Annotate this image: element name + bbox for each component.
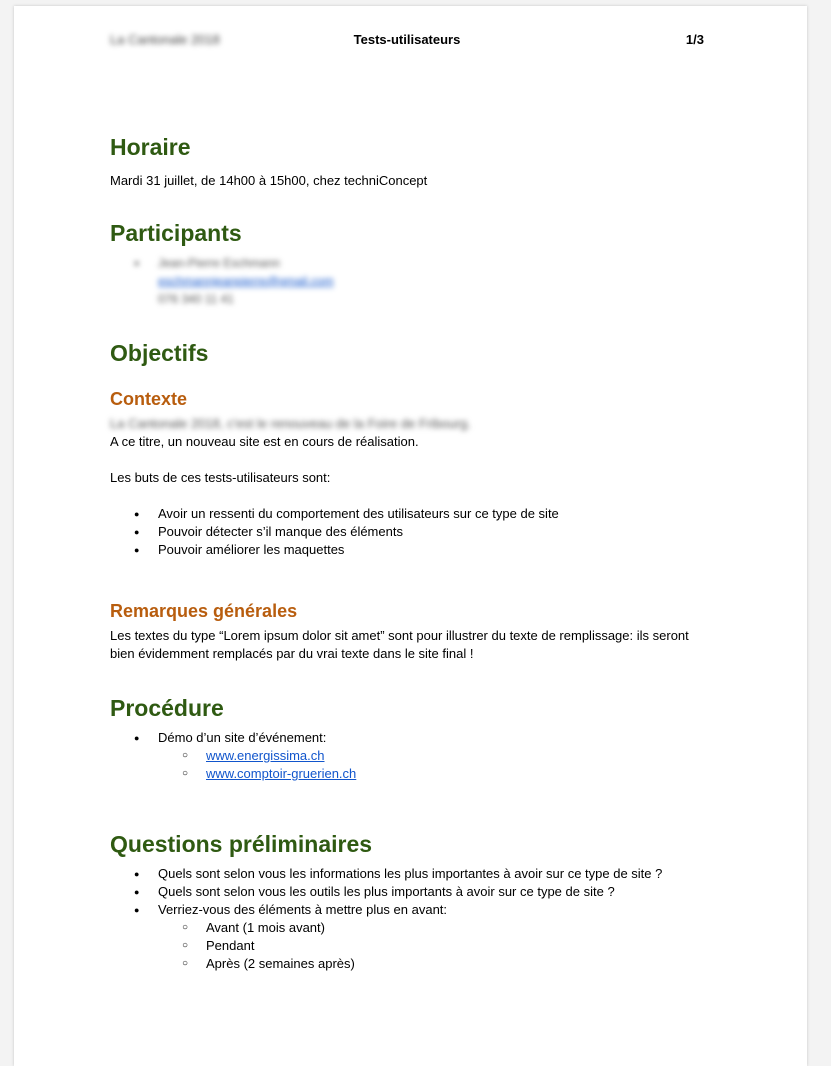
link-comptoir-gruerien[interactable]: www.comptoir-gruerien.ch — [206, 766, 357, 781]
list-item: ○ Après (2 semaines après) — [110, 955, 710, 973]
participant-bullet: ● — [134, 258, 140, 268]
document-page — [14, 6, 807, 1066]
procedure-item: Démo d’un site d’événement: — [158, 730, 327, 745]
heading-questions: Questions préliminaires — [110, 831, 373, 857]
remarques-text: Les textes du type “Lorem ipsum dolor sit amet” sont pour illustrer du texte de remplissage: ils seront bien évidemment remplacés par du vrai texte dans le site final ! — [110, 628, 689, 661]
horaire-text: Mardi 31 juillet, de 14h00 à 15h00, chez techniConcept — [110, 173, 428, 188]
objectifs-list — [110, 505, 710, 559]
questions-list — [110, 865, 710, 973]
list-item: ● Pouvoir améliorer les maquettes — [110, 541, 710, 559]
list-item: ○ Avant (1 mois avant) — [110, 919, 710, 937]
contexte-line1: A ce titre, un nouveau site est en cours de réalisation. — [110, 434, 419, 449]
heading-remarques: Remarques générales — [110, 601, 298, 621]
questions-sublist — [158, 919, 710, 973]
heading-procedure: Procédure — [110, 695, 224, 721]
list-item: ● Quels sont selon vous les outils les plus importants à avoir sur ce type de site ? — [110, 883, 710, 901]
heading-participants: Participants — [110, 220, 242, 246]
heading-horaire: Horaire — [110, 134, 191, 160]
list-item — [110, 747, 710, 765]
list-item: ● Pouvoir détecter s’il manque des éléments — [110, 523, 710, 541]
document-body — [110, 132, 710, 973]
participant-phone: 076 340 11 41 — [158, 292, 234, 306]
list-item: ● Quels sont selon vous les informations les plus importantes à avoir sur ce type de site ? — [110, 865, 710, 883]
procedure-list — [110, 729, 710, 783]
participant-entry — [110, 254, 710, 308]
heading-contexte: Contexte — [110, 389, 188, 409]
list-item: ○ Pendant — [110, 937, 710, 955]
list-item — [110, 901, 710, 973]
header-title: Tests-utilisateurs — [353, 32, 461, 47]
header-left-text: La Cantonale 2018 — [110, 32, 220, 47]
contexte-blurred-line: La Cantonale 2018, c'est le renouveau de la Foire de Fribourg. — [110, 416, 471, 431]
list-item — [110, 729, 710, 783]
participant-name: Jean-Pierre Eschmann — [158, 256, 281, 270]
question-item: Verriez-vous des éléments à mettre plus en avant: — [158, 902, 448, 917]
page-number: 1/3 — [685, 32, 704, 47]
procedure-sublist — [158, 747, 710, 783]
link-energissima[interactable]: www.energissima.ch — [206, 748, 325, 763]
contexte-line2: Les buts de ces tests-utilisateurs sont: — [110, 470, 331, 485]
list-item — [110, 765, 710, 783]
page-header — [110, 32, 704, 52]
list-item: ● Avoir un ressenti du comportement des utilisateurs sur ce type de site — [110, 505, 710, 523]
heading-objectifs: Objectifs — [110, 340, 209, 366]
participant-email[interactable]: eschmannjeanpierre@gmail.com — [158, 274, 334, 288]
